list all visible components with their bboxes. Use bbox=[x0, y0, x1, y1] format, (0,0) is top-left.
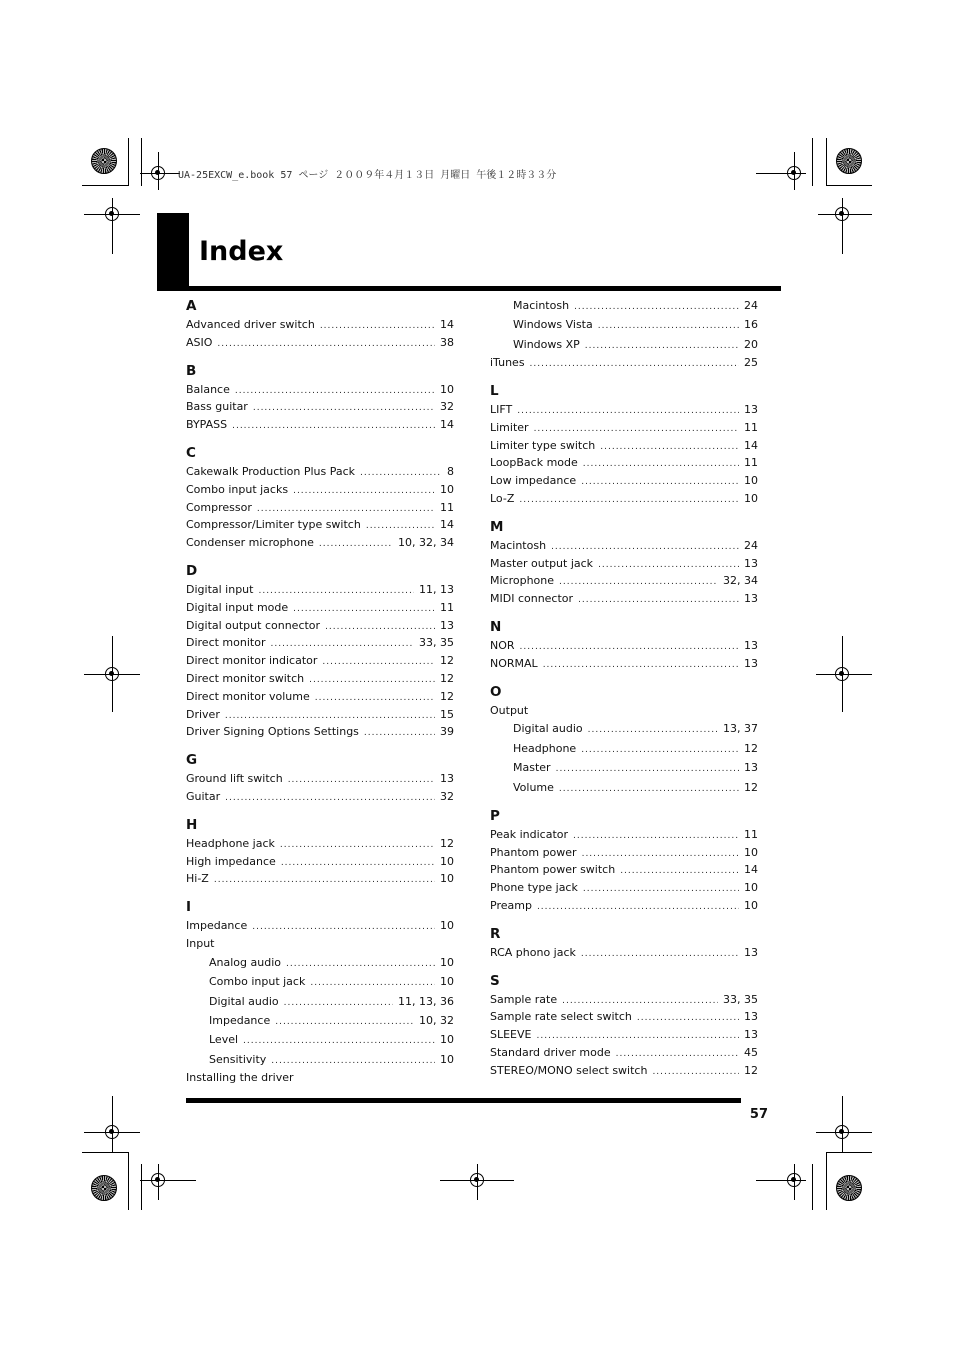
index-term: Driver Signing Options Settings bbox=[186, 725, 359, 739]
index-entry bbox=[186, 316, 454, 334]
crop-mark bbox=[128, 1152, 129, 1210]
dot-leader bbox=[243, 1032, 435, 1051]
index-term: Digital input bbox=[186, 582, 254, 596]
dot-leader bbox=[225, 790, 435, 808]
dot-leader bbox=[517, 403, 739, 421]
index-page-ref: 10 bbox=[440, 919, 454, 933]
index-term: LoopBack mode bbox=[490, 456, 578, 470]
crop-mark bbox=[826, 1152, 872, 1153]
index-page-ref: 12 bbox=[744, 780, 758, 794]
dot-leader bbox=[232, 418, 435, 436]
index-entry bbox=[490, 778, 758, 797]
index-page-ref: 12 bbox=[440, 689, 454, 703]
registration-star-icon bbox=[836, 1175, 862, 1201]
index-entry bbox=[186, 953, 454, 972]
registration-mark-icon bbox=[470, 1173, 484, 1187]
index-term: Balance bbox=[186, 382, 230, 396]
index-page-ref: 11, 13, 36 bbox=[398, 994, 454, 1008]
index-term: Output bbox=[490, 703, 529, 717]
file-header-line: UA-25EXCW_e.book 57 ページ ２００９年４月１３日 月曜日 午後１２時３３分 bbox=[178, 170, 557, 181]
index-entry bbox=[186, 463, 454, 481]
dot-leader bbox=[637, 1010, 739, 1028]
index-page-ref: 14 bbox=[440, 418, 454, 432]
registration-mark-icon bbox=[787, 1173, 801, 1187]
index-page-ref: 32 bbox=[440, 789, 454, 803]
dot-leader bbox=[556, 760, 739, 779]
dot-leader bbox=[293, 483, 435, 501]
index-page-ref: 13 bbox=[440, 772, 454, 786]
index-term: MIDI connector bbox=[490, 592, 574, 606]
index-page-ref: 38 bbox=[440, 335, 454, 349]
index-page-ref: 16 bbox=[744, 318, 758, 332]
dot-leader bbox=[275, 1013, 414, 1032]
dot-leader bbox=[583, 456, 739, 474]
index-entry bbox=[186, 853, 454, 871]
index-page-ref: 33, 35 bbox=[419, 636, 454, 650]
index-term: Sample rate bbox=[490, 992, 558, 1006]
crop-mark bbox=[82, 185, 128, 186]
dot-leader bbox=[598, 557, 739, 575]
index-entry bbox=[186, 835, 454, 853]
index-term: Installing the driver bbox=[186, 1071, 294, 1085]
index-entry bbox=[186, 634, 454, 652]
index-entry bbox=[186, 935, 454, 953]
index-term: Windows Vista bbox=[513, 318, 593, 332]
dot-leader bbox=[620, 863, 739, 881]
index-entry bbox=[490, 637, 758, 655]
dot-leader bbox=[578, 592, 739, 610]
index-page-ref: 11, 13 bbox=[419, 582, 454, 596]
index-letter-heading: C bbox=[186, 444, 196, 461]
dot-leader bbox=[364, 725, 435, 743]
dot-leader bbox=[600, 439, 739, 457]
index-entry bbox=[186, 788, 454, 806]
index-letter-heading: B bbox=[186, 362, 197, 379]
index-entry bbox=[186, 870, 454, 888]
page-title: Index bbox=[199, 236, 284, 267]
index-term: LIFT bbox=[490, 402, 513, 416]
crop-mark bbox=[141, 138, 142, 186]
index-entry bbox=[186, 534, 454, 552]
index-page-ref: 13 bbox=[744, 556, 758, 570]
index-entry bbox=[490, 490, 758, 508]
index-entry bbox=[186, 617, 454, 635]
index-page-ref: 11 bbox=[440, 500, 454, 514]
index-entry bbox=[186, 1011, 454, 1030]
index-term: Direct monitor indicator bbox=[186, 654, 318, 668]
index-page-ref: 24 bbox=[744, 538, 758, 552]
dot-leader bbox=[360, 465, 442, 483]
index-term: RCA phono jack bbox=[490, 945, 576, 959]
index-entry bbox=[186, 770, 454, 788]
registration-mark-icon bbox=[151, 1173, 165, 1187]
index-term: Compressor bbox=[186, 500, 252, 514]
index-page-ref: 13 bbox=[440, 618, 454, 632]
index-term: Lo-Z bbox=[490, 491, 515, 505]
dot-leader bbox=[322, 654, 435, 672]
registration-mark-icon bbox=[151, 166, 165, 180]
dot-leader bbox=[574, 298, 739, 317]
dot-leader bbox=[530, 356, 739, 374]
registration-mark-icon bbox=[105, 207, 119, 221]
index-entry bbox=[186, 1069, 454, 1087]
dot-leader bbox=[315, 690, 435, 708]
index-entry bbox=[490, 1062, 758, 1080]
index-entry bbox=[490, 454, 758, 472]
index-page-ref: 11 bbox=[440, 600, 454, 614]
index-entry bbox=[186, 992, 454, 1011]
dot-leader bbox=[519, 492, 739, 510]
index-term: Headphone bbox=[513, 741, 577, 755]
index-page-ref: 14 bbox=[440, 318, 454, 331]
index-entry bbox=[490, 702, 758, 720]
index-term: Digital audio bbox=[209, 994, 279, 1008]
index-page-ref: 12 bbox=[440, 654, 454, 668]
index-page-ref: 13 bbox=[744, 656, 758, 670]
index-term: Analog audio bbox=[209, 955, 281, 969]
index-term: NORMAL bbox=[490, 656, 538, 670]
index-term: NOR bbox=[490, 638, 515, 652]
index-page-ref: 13 bbox=[744, 402, 758, 416]
index-page-ref: 10 bbox=[440, 955, 454, 969]
registration-star-icon bbox=[91, 148, 117, 174]
dot-leader bbox=[543, 657, 739, 675]
index-page-ref: 45 bbox=[744, 1046, 758, 1060]
index-term: Peak indicator bbox=[490, 827, 569, 841]
crop-mark bbox=[128, 138, 129, 186]
index-entry bbox=[186, 1030, 454, 1049]
index-term: Master output jack bbox=[490, 556, 594, 570]
index-entry bbox=[490, 739, 758, 758]
index-page-ref: 10 bbox=[440, 975, 454, 989]
index-page-ref: 11 bbox=[744, 420, 758, 434]
index-entry bbox=[186, 723, 454, 741]
dot-leader bbox=[214, 872, 435, 890]
index-page-ref: 14 bbox=[440, 518, 454, 532]
crop-mark bbox=[82, 1152, 128, 1153]
index-term: ASIO bbox=[186, 335, 213, 349]
index-page-ref: 10 bbox=[744, 899, 758, 913]
index-term: Preamp bbox=[490, 899, 532, 913]
dot-leader bbox=[598, 317, 739, 336]
index-entry bbox=[186, 706, 454, 724]
index-page-ref: 13 bbox=[744, 1028, 758, 1042]
index-page-ref: 10 bbox=[440, 854, 454, 868]
crop-mark bbox=[112, 1096, 113, 1152]
index-term: Windows XP bbox=[513, 337, 580, 351]
index-page-ref: 13 bbox=[744, 1010, 758, 1024]
index-page-ref: 15 bbox=[440, 707, 454, 721]
dot-leader bbox=[581, 474, 739, 492]
index-column-left bbox=[186, 296, 454, 1087]
index-entry bbox=[490, 1026, 758, 1044]
index-entry bbox=[490, 296, 758, 315]
index-term: Digital audio bbox=[513, 722, 583, 736]
index-entry bbox=[490, 897, 758, 915]
index-letter-heading: R bbox=[490, 925, 501, 942]
title-rule bbox=[157, 286, 781, 291]
index-page-ref: 39 bbox=[440, 725, 454, 739]
index-term: Master bbox=[513, 761, 551, 775]
index-page-ref: 12 bbox=[440, 836, 454, 850]
dot-leader bbox=[271, 1052, 435, 1071]
dot-leader bbox=[235, 383, 435, 401]
dot-leader bbox=[520, 639, 739, 657]
index-term: Headphone jack bbox=[186, 836, 275, 850]
index-page-ref: 25 bbox=[744, 356, 758, 370]
index-entry bbox=[186, 599, 454, 617]
dot-leader bbox=[585, 337, 739, 356]
crop-mark bbox=[141, 1164, 142, 1210]
index-term: Limiter type switch bbox=[490, 438, 596, 452]
index-term: Hi-Z bbox=[186, 872, 209, 886]
index-letter-heading: H bbox=[186, 816, 198, 833]
index-term: Level bbox=[209, 1033, 239, 1047]
dot-leader bbox=[286, 955, 435, 974]
registration-mark-icon bbox=[835, 1125, 849, 1139]
index-term: Volume bbox=[513, 780, 554, 794]
dot-leader bbox=[217, 336, 435, 354]
index-page-ref: 10, 32 bbox=[419, 1013, 454, 1027]
index-entry bbox=[490, 555, 758, 573]
index-term: Microphone bbox=[490, 574, 555, 588]
index-entry bbox=[186, 1050, 454, 1069]
index-letter-heading: O bbox=[490, 683, 502, 700]
index-term: High impedance bbox=[186, 854, 276, 868]
index-letter-heading: D bbox=[186, 562, 198, 579]
index-page-ref: 13 bbox=[744, 761, 758, 775]
index-term: Condenser microphone bbox=[186, 536, 314, 550]
index-term: Advanced driver switch bbox=[186, 318, 315, 331]
index-page-ref: 10 bbox=[744, 474, 758, 488]
index-entry bbox=[186, 516, 454, 534]
index-term: Bass guitar bbox=[186, 400, 248, 414]
index-entry bbox=[186, 481, 454, 499]
index-term: Direct monitor bbox=[186, 636, 266, 650]
index-page-ref: 20 bbox=[744, 337, 758, 351]
dot-leader bbox=[559, 574, 718, 592]
index-entry bbox=[186, 416, 454, 434]
index-page-ref: 10 bbox=[440, 382, 454, 396]
index-page-ref: 12 bbox=[744, 741, 758, 755]
crop-mark bbox=[140, 1180, 196, 1181]
index-entry bbox=[490, 401, 758, 419]
index-entry bbox=[490, 472, 758, 490]
index-page-ref: 10 bbox=[440, 1052, 454, 1066]
index-term: Impedance bbox=[186, 919, 248, 933]
index-entry bbox=[490, 879, 758, 897]
index-letter-heading: S bbox=[490, 972, 500, 989]
index-page-ref: 13 bbox=[744, 945, 758, 959]
index-letter-heading: A bbox=[186, 298, 197, 314]
index-entry bbox=[490, 944, 758, 962]
index-page-ref: 14 bbox=[744, 863, 758, 877]
index-page-ref: 10 bbox=[440, 482, 454, 496]
index-term: SLEEVE bbox=[490, 1028, 532, 1042]
index-entry bbox=[490, 354, 758, 372]
index-entry bbox=[490, 1008, 758, 1026]
index-entry bbox=[186, 670, 454, 688]
crop-mark bbox=[826, 1152, 827, 1210]
registration-star-icon bbox=[91, 1175, 117, 1201]
index-entry bbox=[186, 381, 454, 399]
crop-mark bbox=[812, 138, 813, 186]
registration-mark-icon bbox=[105, 667, 119, 681]
index-entry bbox=[490, 655, 758, 673]
index-entry bbox=[490, 437, 758, 455]
index-page-ref: 12 bbox=[440, 671, 454, 685]
index-term: Input bbox=[186, 936, 215, 950]
index-term: Sensitivity bbox=[209, 1052, 267, 1066]
crop-mark bbox=[826, 138, 827, 186]
index-page-ref: 10 bbox=[440, 872, 454, 886]
index-entry bbox=[186, 652, 454, 670]
index-entry bbox=[490, 844, 758, 862]
dot-leader bbox=[581, 741, 739, 760]
index-page-ref: 10 bbox=[744, 845, 758, 859]
index-term: Digital input mode bbox=[186, 600, 289, 614]
dot-leader bbox=[583, 881, 739, 899]
dot-leader bbox=[253, 400, 435, 418]
dot-leader bbox=[288, 772, 435, 790]
index-entry bbox=[490, 719, 758, 738]
index-entry bbox=[186, 581, 454, 599]
index-term: Phantom power switch bbox=[490, 863, 616, 877]
index-page-ref: 12 bbox=[744, 1063, 758, 1077]
registration-mark-icon bbox=[835, 207, 849, 221]
index-entry bbox=[490, 826, 758, 844]
index-term: Sample rate select switch bbox=[490, 1010, 632, 1024]
index-letter-heading: N bbox=[490, 618, 502, 635]
index-entry bbox=[490, 572, 758, 590]
index-term: Driver bbox=[186, 707, 220, 721]
index-letter-heading: G bbox=[186, 752, 198, 769]
index-term: Combo input jacks bbox=[186, 482, 289, 496]
index-entry bbox=[186, 499, 454, 517]
index-page-ref: 11 bbox=[744, 456, 758, 470]
index-entry bbox=[490, 861, 758, 879]
dot-leader bbox=[284, 994, 393, 1013]
index-term: Direct monitor volume bbox=[186, 689, 310, 703]
index-term: Macintosh bbox=[513, 299, 570, 312]
index-term: Direct monitor switch bbox=[186, 671, 305, 685]
index-column-right bbox=[490, 296, 758, 1080]
index-entry bbox=[186, 334, 454, 352]
index-term: Compressor/Limiter type switch bbox=[186, 518, 361, 532]
dot-leader bbox=[319, 536, 393, 554]
index-term: Combo input jack bbox=[209, 975, 306, 989]
registration-mark-icon bbox=[835, 667, 849, 681]
dot-leader bbox=[588, 721, 718, 740]
index-entry bbox=[186, 917, 454, 935]
index-entry bbox=[490, 590, 758, 608]
index-entry bbox=[490, 758, 758, 777]
index-page-ref: 8 bbox=[447, 464, 454, 478]
index-term: iTunes bbox=[490, 356, 525, 370]
index-page-ref: 32, 34 bbox=[723, 574, 758, 588]
registration-mark-icon bbox=[105, 1125, 119, 1139]
index-term: Macintosh bbox=[490, 538, 547, 552]
index-term: Digital output connector bbox=[186, 618, 321, 632]
index-page-ref: 10 bbox=[440, 1033, 454, 1047]
index-entry bbox=[490, 1044, 758, 1062]
index-entry bbox=[186, 398, 454, 416]
index-page-ref: 10 bbox=[744, 491, 758, 505]
index-page-ref: 13 bbox=[744, 592, 758, 606]
index-term: Ground lift switch bbox=[186, 772, 283, 786]
registration-star-icon bbox=[836, 148, 862, 174]
index-term: Cakewalk Production Plus Pack bbox=[186, 464, 356, 478]
index-page-ref: 11 bbox=[744, 827, 758, 841]
index-page-ref: 24 bbox=[744, 299, 758, 312]
index-entry bbox=[490, 537, 758, 555]
index-page-ref: 14 bbox=[744, 438, 758, 452]
dot-leader bbox=[573, 828, 739, 846]
crop-mark bbox=[812, 1164, 813, 1210]
dot-leader bbox=[252, 919, 435, 937]
dot-leader bbox=[281, 855, 435, 873]
index-entry bbox=[186, 688, 454, 706]
dot-leader bbox=[581, 946, 739, 964]
registration-mark-icon bbox=[787, 166, 801, 180]
dot-leader bbox=[309, 672, 435, 690]
index-entry bbox=[490, 419, 758, 437]
crop-mark bbox=[842, 1096, 843, 1152]
index-entry bbox=[186, 972, 454, 991]
index-term: Limiter bbox=[490, 420, 529, 434]
index-page-ref: 13 bbox=[744, 638, 758, 652]
index-entry bbox=[490, 335, 758, 354]
dot-leader bbox=[537, 899, 739, 917]
index-term: Impedance bbox=[209, 1013, 271, 1027]
index-term: Phantom power bbox=[490, 845, 577, 859]
dot-leader bbox=[280, 837, 435, 855]
index-page-ref: 10 bbox=[744, 881, 758, 895]
crop-mark bbox=[826, 185, 872, 186]
index-page-ref: 32 bbox=[440, 400, 454, 414]
title-block bbox=[157, 213, 189, 290]
dot-leader bbox=[652, 1064, 739, 1082]
dot-leader bbox=[559, 780, 739, 799]
index-entry bbox=[490, 991, 758, 1009]
index-letter-heading: L bbox=[490, 382, 499, 399]
index-letter-heading: P bbox=[490, 807, 500, 824]
footer-rule bbox=[186, 1098, 741, 1103]
index-term: STEREO/MONO select switch bbox=[490, 1063, 648, 1077]
index-letter-heading: M bbox=[490, 518, 504, 535]
index-letter-heading: I bbox=[186, 899, 192, 916]
index-term: BYPASS bbox=[186, 418, 228, 432]
dot-leader bbox=[320, 318, 435, 336]
index-page-ref: 13, 37 bbox=[723, 722, 758, 736]
index-page-ref: 10, 32, 34 bbox=[398, 536, 454, 550]
index-entry bbox=[490, 315, 758, 334]
index-term: Phone type jack bbox=[490, 881, 578, 895]
index-term: Guitar bbox=[186, 789, 221, 803]
index-page-ref: 33, 35 bbox=[723, 992, 758, 1006]
index-term: Low impedance bbox=[490, 474, 577, 488]
index-term: Standard driver mode bbox=[490, 1046, 611, 1060]
page-number: 57 bbox=[749, 1107, 768, 1122]
